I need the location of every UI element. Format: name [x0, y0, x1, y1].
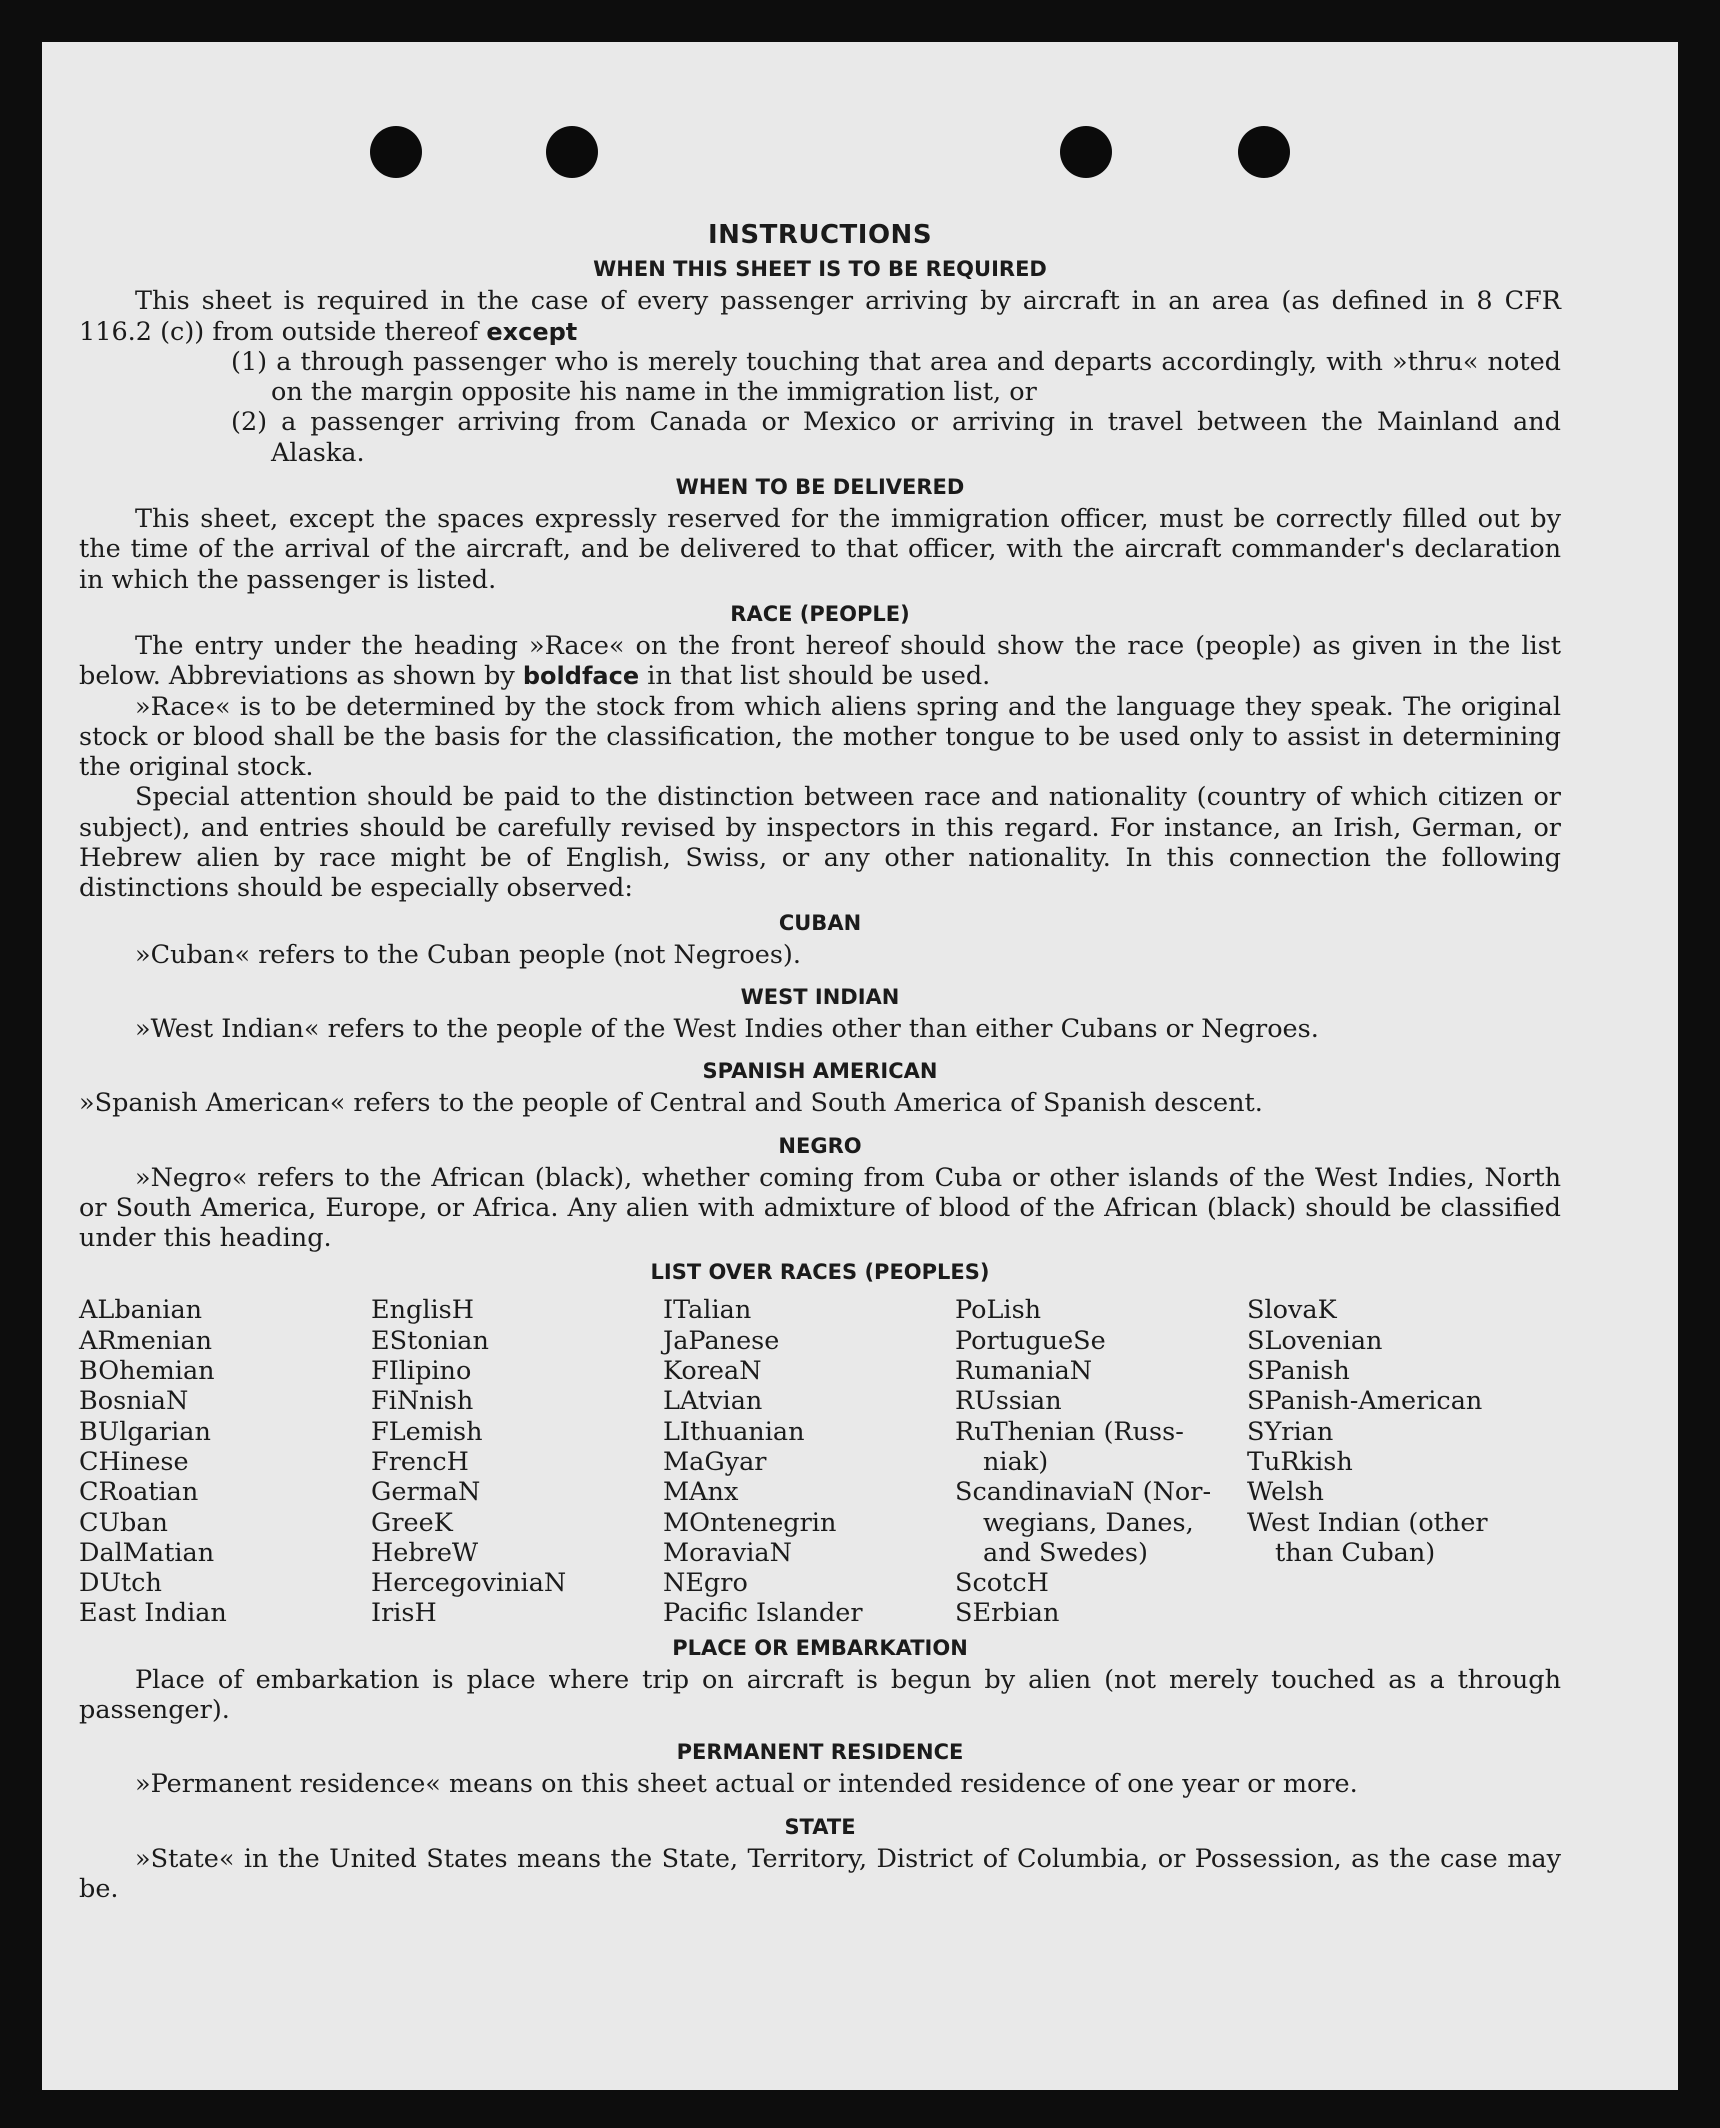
heading-delivered: WHEN TO BE DELIVERED: [675, 475, 965, 500]
heading-embarkation: PLACE OR EMBARKATION: [672, 1635, 968, 1660]
race-item: West Indian (other: [1247, 1507, 1488, 1538]
race-item: CRoatian: [79, 1477, 199, 1508]
race-item: FLemish: [371, 1416, 483, 1447]
race-item: EStonian: [371, 1325, 489, 1356]
race-column-2: [371, 1295, 663, 1628]
race-item: RUssian: [955, 1386, 1062, 1417]
race-item: MAnx: [663, 1477, 739, 1508]
race-item: ITalian: [663, 1295, 752, 1326]
race-column-5: [1247, 1295, 1561, 1628]
paragraph-spanish-american: »Spanish American« refers to the people of Central and South America of Spanish descent.: [79, 1088, 1263, 1119]
race-item: Welsh: [1247, 1477, 1324, 1508]
race-item: DUtch: [79, 1568, 162, 1599]
paragraph-residence: »Permanent residence« means on this sheet actual or intended residence of one year or more.: [135, 1769, 1358, 1800]
race-item: SlovaK: [1247, 1295, 1337, 1326]
race-item: KoreaN: [663, 1356, 762, 1387]
race-item: MOntenegrin: [663, 1507, 837, 1538]
race-item: HebreW: [371, 1537, 479, 1568]
document-body: [79, 180, 1561, 1904]
race-item: TuRkish: [1247, 1446, 1353, 1477]
race-item: ScotcH: [955, 1568, 1049, 1599]
list-item: (1) a through passenger who is merely touching that area and departs accordingly, with »thru« noted on the margin opposite his name in the immigration list, or: [231, 346, 1561, 408]
paragraph-race-1: The entry under the heading »Race« on the front hereof should show the race (people) as given in the list below. Abbreviations as shown by boldface in that list should be used.: [79, 630, 1561, 692]
race-item: ARmenian: [79, 1325, 213, 1356]
race-item-continued: and Swedes): [983, 1537, 1148, 1568]
paragraph-race-2: »Race« is to be determined by the stock from which aliens spring and the language they speak. The original stock or blood shall be the basis for the classification, the mother tongue to be used only to assist in determining the original stock.: [79, 691, 1561, 783]
race-item: BosniaN: [79, 1386, 189, 1417]
paragraph-race-3: Special attention should be paid to the distinction between race and nationality (country of which citizen or subject), and entries should be carefully revised by inspectors in this regard. For instance, an Irish, German, or Hebrew alien by race might be of English, Swiss, or any other nationality. In this connection the following distinctions should be especially observed:: [79, 782, 1561, 904]
paragraph-negro: »Negro« refers to the African (black), whether coming from Cuba or other islands of the West Indies, North or South America, Europe, or Africa. Any alien with admixture of blood of the African (black) should be classified under this heading.: [79, 1162, 1561, 1254]
heading-west-indian: WEST INDIAN: [740, 984, 900, 1009]
paragraph-required: This sheet is required in the case of every passenger arriving by aircraft in an area (as defined in 8 CFR 116.2 (c)) from outside thereof except: [79, 286, 1561, 347]
heading-race-list: LIST OVER RACES (PEOPLES): [650, 1260, 990, 1285]
race-item: BUlgarian: [79, 1416, 211, 1447]
race-item: FIlipino: [371, 1356, 472, 1387]
race-item: SPanish: [1247, 1356, 1350, 1387]
heading-negro: NEGRO: [778, 1133, 862, 1158]
race-item-continued: niak): [983, 1446, 1049, 1477]
race-item: FrencH: [371, 1446, 469, 1477]
race-item: NEgro: [663, 1568, 748, 1599]
paragraph-embarkation: Place of embarkation is place where trip on aircraft is begun by alien (not merely touched as a through passenger).: [79, 1664, 1561, 1725]
paragraph-state: »State« in the United States means the State, Territory, District of Columbia, or Possession, as the case may be.: [79, 1843, 1561, 1904]
race-item: FiNnish: [371, 1386, 474, 1417]
race-item: BOhemian: [79, 1356, 215, 1387]
race-item-continued: wegians, Danes,: [983, 1507, 1194, 1538]
race-item: EnglisH: [371, 1295, 474, 1326]
race-column-4: [955, 1295, 1247, 1628]
race-item: RumaniaN: [955, 1356, 1093, 1387]
race-item: GreeK: [371, 1507, 453, 1538]
race-item: PoLish: [955, 1295, 1042, 1326]
race-item: CUban: [79, 1507, 168, 1538]
punch-hole: [546, 126, 598, 178]
race-column-1: [79, 1295, 371, 1628]
heading-spanish-american: SPANISH AMERICAN: [702, 1059, 938, 1084]
paragraph-cuban: »Cuban« refers to the Cuban people (not Negroes).: [135, 939, 801, 970]
race-item: LIthuanian: [663, 1416, 805, 1447]
heading-state: STATE: [784, 1814, 856, 1839]
race-column-3: [663, 1295, 955, 1628]
race-item: CHinese: [79, 1446, 189, 1477]
race-item: SLovenian: [1247, 1325, 1383, 1356]
document-page: [42, 42, 1678, 2090]
paragraph-delivered: This sheet, except the spaces expressly reserved for the immigration officer, must be correctly filled out by the time of the arrival of the aircraft, and be delivered to that officer, with the aircraft commander's declaration in which the passenger is listed.: [79, 504, 1561, 595]
punch-hole: [370, 126, 422, 178]
race-item: RuThenian (Russ-: [955, 1416, 1184, 1447]
punch-hole: [1060, 126, 1112, 178]
race-item: DalMatian: [79, 1537, 215, 1568]
page-title: INSTRUCTIONS: [707, 220, 933, 250]
list-item: (2) a passenger arriving from Canada or Mexico or arriving in travel between the Mainland and Alaska.: [231, 407, 1561, 468]
race-item: SErbian: [955, 1598, 1060, 1629]
race-item: SPanish-American: [1247, 1386, 1483, 1417]
race-item: ScandinaviaN (Nor-: [955, 1477, 1212, 1508]
heading-cuban: CUBAN: [778, 910, 862, 935]
heading-required: WHEN THIS SHEET IS TO BE REQUIRED: [593, 257, 1047, 282]
race-item: SYrian: [1247, 1416, 1334, 1447]
race-item: LAtvian: [663, 1386, 763, 1417]
race-item: IrisH: [371, 1598, 437, 1629]
race-item-continued: than Cuban): [1275, 1537, 1436, 1568]
race-item: East Indian: [79, 1598, 227, 1629]
race-item: HercegoviniaN: [371, 1568, 567, 1599]
race-list: [79, 1295, 1561, 1628]
heading-residence: PERMANENT RESIDENCE: [676, 1740, 964, 1765]
race-item: Pacific Islander: [663, 1598, 863, 1629]
punch-hole: [1238, 126, 1290, 178]
race-item: JaPanese: [663, 1325, 780, 1356]
race-item: GermaN: [371, 1477, 481, 1508]
race-item: PortugueSe: [955, 1325, 1106, 1356]
paragraph-west-indian: »West Indian« refers to the people of the West Indies other than either Cubans or Negroes.: [135, 1013, 1319, 1044]
race-item: MaGyar: [663, 1446, 767, 1477]
race-item: ALbanian: [79, 1295, 203, 1326]
race-item: MoraviaN: [663, 1537, 792, 1568]
heading-race: RACE (PEOPLE): [730, 601, 910, 626]
